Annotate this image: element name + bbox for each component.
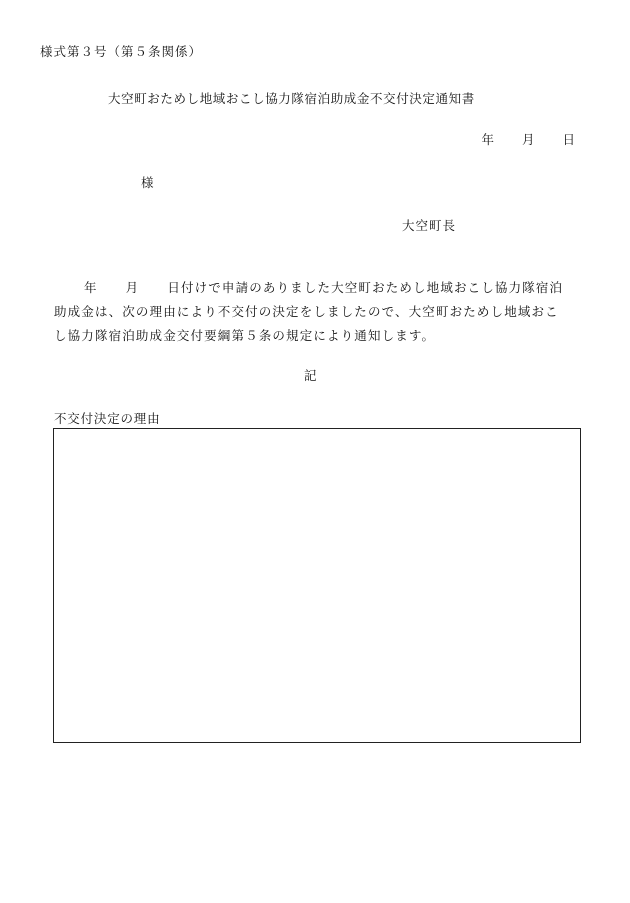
body-line-3: し協力隊宿泊助成金交付要綱第５条の規定により通知します。: [54, 328, 436, 343]
body-year-label: 年: [84, 280, 98, 295]
body-line-2: 助成金は、次の理由により不交付の決定をしましたので、大空町おためし地域おこ: [54, 304, 559, 319]
date-line: [481, 130, 575, 148]
addressee-suffix: 様: [141, 175, 154, 190]
date-day-label: 日: [562, 132, 575, 147]
body-line-1-text: 日付けで申請のありました大空町おためし地域おこし協力隊宿泊: [167, 280, 564, 295]
sender-name: 大空町長: [402, 218, 457, 233]
notice-body: [54, 276, 582, 348]
document-title: 大空町おためし地域おこし協力隊宿泊助成金不交付決定通知書: [108, 91, 475, 106]
form-number: 様式第３号（第５条関係）: [40, 44, 203, 59]
body-line-1: [54, 276, 582, 300]
body-month-label: 月: [125, 280, 140, 295]
reason-label: 不交付決定の理由: [54, 411, 161, 426]
date-year-label: 年: [481, 132, 494, 147]
date-month-label: 月: [521, 132, 535, 147]
reason-box[interactable]: [53, 428, 581, 743]
ki-marker: 記: [304, 368, 317, 383]
